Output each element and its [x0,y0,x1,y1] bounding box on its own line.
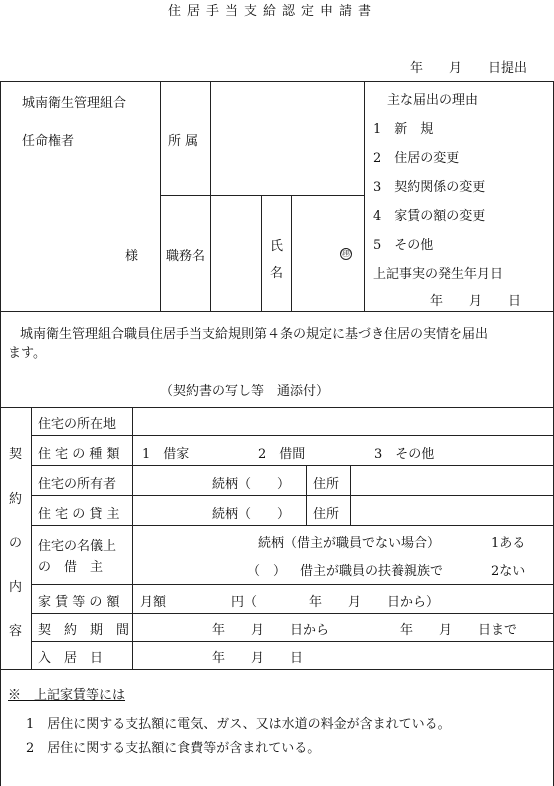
submission-date: 年 月 日提出 [410,61,528,76]
declaration-line-1: 城南衛生管理組合職員住居手当支給規則第４条の規定に基づき住居の実情を届出 [20,327,489,342]
nominee-relation: 続柄（借主が職員でない場合） [258,536,441,551]
row-rent: 家 賃 等 の 額 [38,595,120,610]
period-from: 年 月 日から [212,623,330,638]
row-owner: 住宅の所有者 [38,477,117,492]
affiliation-label: 所 属 [168,134,199,149]
contract-side-4: 内 [9,580,23,595]
rent-value: 月額 円（ 年 月 日から） [140,595,440,610]
row-movein: 入 居 日 [38,651,104,666]
frame-left [0,81,1,786]
nominee-paren: （ ） [247,564,287,579]
occurrence-label: 上記事実の発生年月日 [373,267,504,282]
notes-heading: ※ 上記家賃等には [8,688,126,703]
seal-icon: ㊞ [341,249,351,259]
lender-address-label: 住所 [313,507,340,522]
note-1: 1 居住に関する支払額に電気、ガス、又は水道の料金が含まれている。 [26,717,451,732]
attachment-note: （契約書の写し等 通添付） [160,384,330,399]
appointer-label: 任命権者 [22,134,75,149]
type-option-1: 1 借家 [142,447,190,462]
occurrence-date: 年 月 日 [430,294,522,309]
reason-5: 5 その他 [373,238,434,253]
honorific: 様 [125,249,139,264]
org-name: 城南衛生管理組合 [22,96,127,111]
nominee-no: 2ない [491,564,526,579]
name-label-2: 名 [270,266,284,281]
lender-relation: 続柄（ ） [212,507,291,522]
contract-side-5: 容 [9,624,23,639]
owner-address-label: 住所 [313,477,340,492]
reason-4: 4 家賃の額の変更 [373,209,486,224]
contract-side-2: 約 [9,492,23,507]
period-to: 年 月 日まで [400,623,518,638]
owner-relation: 続柄（ ） [212,477,291,492]
row-nominee-2: の 借 主 [38,560,104,575]
reasons-heading: 主な届出の理由 [387,93,479,108]
position-label: 職務名 [166,249,206,264]
seal-mark [340,245,352,260]
frame-top [0,81,554,82]
movein-value: 年 月 日 [212,651,304,666]
reason-3: 3 契約関係の変更 [373,180,486,195]
page-title: 住居手当支給認定申請書 [168,4,378,19]
reason-1: 1 新 規 [373,122,434,137]
contract-side-3: の [9,536,23,551]
contract-side-1: 契 [9,447,23,462]
row-type: 住 宅 の 種 類 [38,447,120,462]
reason-2: 2 住居の変更 [373,151,460,166]
nominee-yes: 1ある [491,536,526,551]
row-period: 契 約 期 間 [38,623,130,638]
note-2: 2 居住に関する支払額に食費等が含まれている。 [26,741,321,756]
row-lender: 住 宅 の 貸 主 [38,507,120,522]
name-label-1: 氏 [270,239,284,254]
type-option-3: 3 その他 [374,447,435,462]
row-location: 住宅の所在地 [38,417,117,432]
type-option-2: 2 借間 [258,447,306,462]
declaration-line-2: ます。 [8,346,46,361]
row-nominee-1: 住宅の名儀上 [38,539,117,554]
nominee-dependent: 借主が職員の扶養親族で [300,564,444,579]
